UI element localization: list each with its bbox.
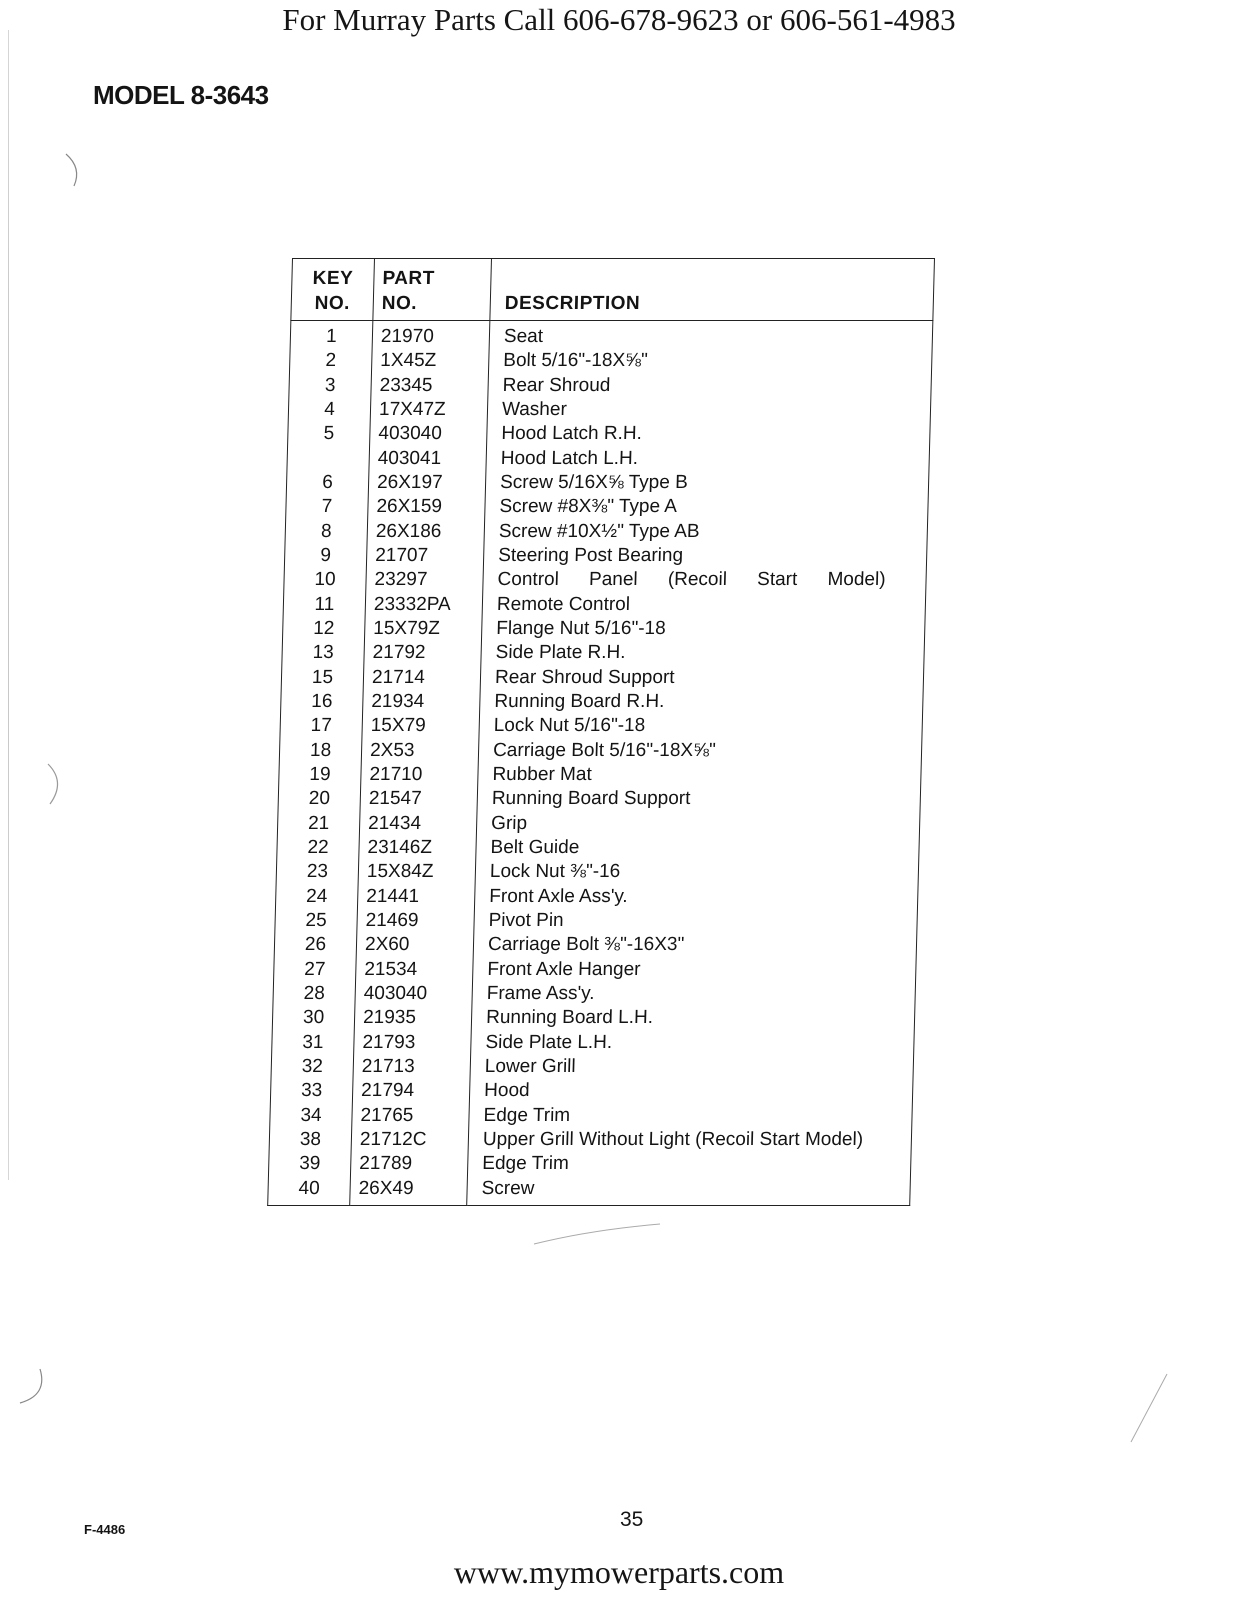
key-number-cell: 31 <box>272 1031 355 1055</box>
part-number-cell: 21935 <box>354 1006 472 1030</box>
key-number-cell: 5 <box>288 422 371 446</box>
description-cell: Front Axle Ass'y. <box>474 885 918 909</box>
description-cell: Rubber Mat <box>478 763 922 787</box>
key-number-cell: 15 <box>281 666 364 690</box>
table-row <box>270 1104 913 1128</box>
description-header: DESCRIPTION <box>490 259 935 321</box>
key-number-cell: 33 <box>270 1079 353 1103</box>
part-number-cell: 21765 <box>352 1104 470 1128</box>
description-cell: Grip <box>476 812 920 836</box>
part-number-cell: 2X53 <box>361 739 479 763</box>
table-row <box>283 593 926 617</box>
scan-bracket-mark <box>60 150 90 190</box>
description-cell: Upper Grill Without Light (Recoil Start Model) <box>468 1128 912 1152</box>
description-cell: Edge Trim <box>469 1104 913 1128</box>
table-row <box>276 860 919 884</box>
table-row <box>269 1128 912 1152</box>
table-row <box>284 544 927 568</box>
key-number-cell: 39 <box>268 1152 351 1176</box>
part-number-cell: 21789 <box>350 1152 468 1176</box>
part-number-cell: 23345 <box>371 374 489 398</box>
table-row <box>288 422 931 446</box>
form-number: F-4486 <box>84 1522 126 1537</box>
description-cell: Rear Shroud Support <box>480 666 924 690</box>
description-cell: Steering Post Bearing <box>483 544 927 568</box>
key-number-cell: 22 <box>277 836 360 860</box>
footer-url: www.mymowerparts.com <box>453 1554 785 1590</box>
key-number-cell: 18 <box>279 739 362 763</box>
description-cell: Running Board L.H. <box>471 1006 915 1030</box>
part-number-cell: 21793 <box>354 1031 472 1055</box>
part-number-cell: 21534 <box>356 958 474 982</box>
description-cell: Hood <box>469 1079 913 1103</box>
key-number-cell: 32 <box>271 1055 354 1079</box>
description-cell: Side Plate L.H. <box>471 1031 915 1055</box>
description-cell: Screw #10X½" Type AB <box>484 520 928 544</box>
key-number-cell: 23 <box>276 860 359 884</box>
header-note: For Murray Parts Call 606-678-9623 or 606-561-4983 <box>282 2 956 37</box>
description-cell: Flange Nut 5/16"-18 <box>481 617 925 641</box>
part-header-line2: NO. <box>381 293 418 314</box>
part-number-cell: 15X84Z <box>358 860 476 884</box>
key-number-cell: 3 <box>289 374 372 398</box>
description-cell: Running Board Support <box>477 787 921 811</box>
table-row <box>279 739 922 763</box>
key-number-cell: 26 <box>274 933 357 957</box>
part-number-cell: 21794 <box>352 1079 470 1103</box>
part-number-cell: 26X197 <box>368 471 486 495</box>
key-number-cell: 12 <box>282 617 365 641</box>
part-number-cell: 26X159 <box>368 495 486 519</box>
key-number-cell: 17 <box>280 714 363 738</box>
table-row <box>287 447 930 471</box>
description-cell: Rear Shroud <box>488 374 932 398</box>
part-number-cell: 403040 <box>370 422 488 446</box>
description-cell: Control Panel (Recoil Start Model) <box>483 568 927 592</box>
table-row <box>277 836 920 860</box>
part-number-cell: 21713 <box>353 1055 471 1079</box>
part-number-cell: 26X49 <box>350 1177 468 1206</box>
key-header-line1: KEY <box>312 268 354 289</box>
part-number-cell: 15X79Z <box>364 617 482 641</box>
table-row <box>288 398 931 422</box>
key-number-cell: 8 <box>285 520 368 544</box>
table-row <box>281 666 924 690</box>
description-cell: Running Board R.H. <box>480 690 924 714</box>
table-row <box>268 1152 911 1176</box>
part-number-cell: 21547 <box>360 787 478 811</box>
key-number-cell: 16 <box>281 690 364 714</box>
part-number-cell: 21970 <box>372 321 490 350</box>
table-row <box>285 520 928 544</box>
description-cell: Belt Guide <box>476 836 920 860</box>
part-number-cell: 21441 <box>357 885 475 909</box>
table-row <box>286 471 929 495</box>
key-no-header <box>291 259 375 321</box>
part-number-cell: 403041 <box>369 447 487 471</box>
description-cell: Lock Nut 5/16"-18 <box>479 714 923 738</box>
part-number-cell: 26X186 <box>367 520 485 544</box>
table-row <box>274 933 917 957</box>
model-title: MODEL 8-3643 <box>93 80 269 110</box>
key-number-cell: 38 <box>269 1128 352 1152</box>
key-number-cell: 1 <box>290 321 373 350</box>
part-number-cell: 21469 <box>357 909 475 933</box>
part-number-cell: 21712C <box>351 1128 469 1152</box>
description-cell: Lock Nut ⅜"-16 <box>475 860 919 884</box>
key-number-cell: 24 <box>275 885 358 909</box>
description-cell: Frame Ass'y. <box>472 982 916 1006</box>
description-cell: Hood Latch R.H. <box>487 422 931 446</box>
table-row <box>272 1031 915 1055</box>
scan-margin-line <box>8 30 9 1180</box>
scan-stroke-mark <box>1125 1370 1175 1450</box>
part-number-cell: 21792 <box>364 641 482 665</box>
table-row <box>289 374 932 398</box>
description-cell: Bolt 5/16"-18X⅝" <box>488 349 932 373</box>
table-row <box>277 812 920 836</box>
description-cell: Carriage Bolt 5/16"-18X⅝" <box>478 739 922 763</box>
key-number-cell: 27 <box>274 958 357 982</box>
table-row <box>272 1006 915 1030</box>
table-row <box>273 982 916 1006</box>
key-number-cell: 10 <box>284 568 367 592</box>
table-row <box>271 1055 914 1079</box>
key-number-cell: 40 <box>268 1177 351 1206</box>
table-row <box>282 641 925 665</box>
key-number-cell: 4 <box>288 398 371 422</box>
key-number-cell: 6 <box>286 471 369 495</box>
description-cell: Screw <box>467 1177 911 1206</box>
key-number-cell: 30 <box>272 1006 355 1030</box>
table-header-row <box>291 259 935 321</box>
table-row <box>289 349 932 373</box>
description-cell: Lower Grill <box>470 1055 914 1079</box>
part-number-cell: 21710 <box>361 763 479 787</box>
key-number-cell: 34 <box>270 1104 353 1128</box>
description-cell: Side Plate R.H. <box>481 641 925 665</box>
key-number-cell <box>287 447 370 471</box>
key-number-cell: 2 <box>289 349 372 373</box>
part-number-cell: 23146Z <box>359 836 477 860</box>
key-number-cell: 9 <box>284 544 367 568</box>
table-row <box>275 909 918 933</box>
part-number-cell: 21707 <box>366 544 484 568</box>
table-row <box>268 1177 911 1206</box>
part-number-cell: 17X47Z <box>370 398 488 422</box>
description-cell: Hood Latch L.H. <box>486 447 930 471</box>
key-number-cell: 21 <box>277 812 360 836</box>
table-row <box>290 321 933 350</box>
description-cell: Remote Control <box>482 593 926 617</box>
table-row <box>279 763 922 787</box>
part-header-line1: PART <box>382 268 436 289</box>
key-number-cell: 7 <box>286 495 369 519</box>
table-row <box>278 787 921 811</box>
description-cell: Edge Trim <box>467 1152 911 1176</box>
parts-table <box>267 258 935 1206</box>
table-row <box>280 714 923 738</box>
key-header-line2: NO. <box>314 293 351 314</box>
table-row <box>281 690 924 714</box>
table-row <box>286 495 929 519</box>
part-number-cell: 15X79 <box>362 714 480 738</box>
part-number-cell: 21934 <box>363 690 481 714</box>
table-row <box>284 568 927 592</box>
key-number-cell: 11 <box>283 593 366 617</box>
key-number-cell: 19 <box>279 763 362 787</box>
part-number-cell: 403040 <box>355 982 473 1006</box>
key-number-cell: 25 <box>275 909 358 933</box>
parts-table-body <box>268 321 933 1206</box>
part-number-cell: 21714 <box>363 666 481 690</box>
page-number: 35 <box>620 1508 644 1531</box>
scan-bracket-mark <box>14 1365 54 1410</box>
description-cell: Seat <box>489 321 933 350</box>
description-cell: Pivot Pin <box>474 909 918 933</box>
table-row <box>274 958 917 982</box>
scan-bracket-mark <box>40 760 70 810</box>
part-number-cell: 2X60 <box>356 933 474 957</box>
part-number-cell: 23297 <box>366 568 484 592</box>
table-row <box>270 1079 913 1103</box>
part-number-cell: 21434 <box>359 812 477 836</box>
description-cell: Screw #8X⅜" Type A <box>485 495 929 519</box>
part-number-cell: 1X45Z <box>371 349 489 373</box>
table-row <box>282 617 925 641</box>
part-no-header <box>373 259 492 321</box>
description-cell: Screw 5/16X⅝ Type B <box>485 471 929 495</box>
scan-stroke-mark <box>530 1210 680 1250</box>
key-number-cell: 28 <box>273 982 356 1006</box>
description-cell: Washer <box>487 398 931 422</box>
part-number-cell: 23332PA <box>365 593 483 617</box>
description-cell: Front Axle Hanger <box>473 958 917 982</box>
key-number-cell: 20 <box>278 787 361 811</box>
key-number-cell: 13 <box>282 641 365 665</box>
table-row <box>275 885 918 909</box>
description-cell: Carriage Bolt ⅜"-16X3" <box>473 933 917 957</box>
